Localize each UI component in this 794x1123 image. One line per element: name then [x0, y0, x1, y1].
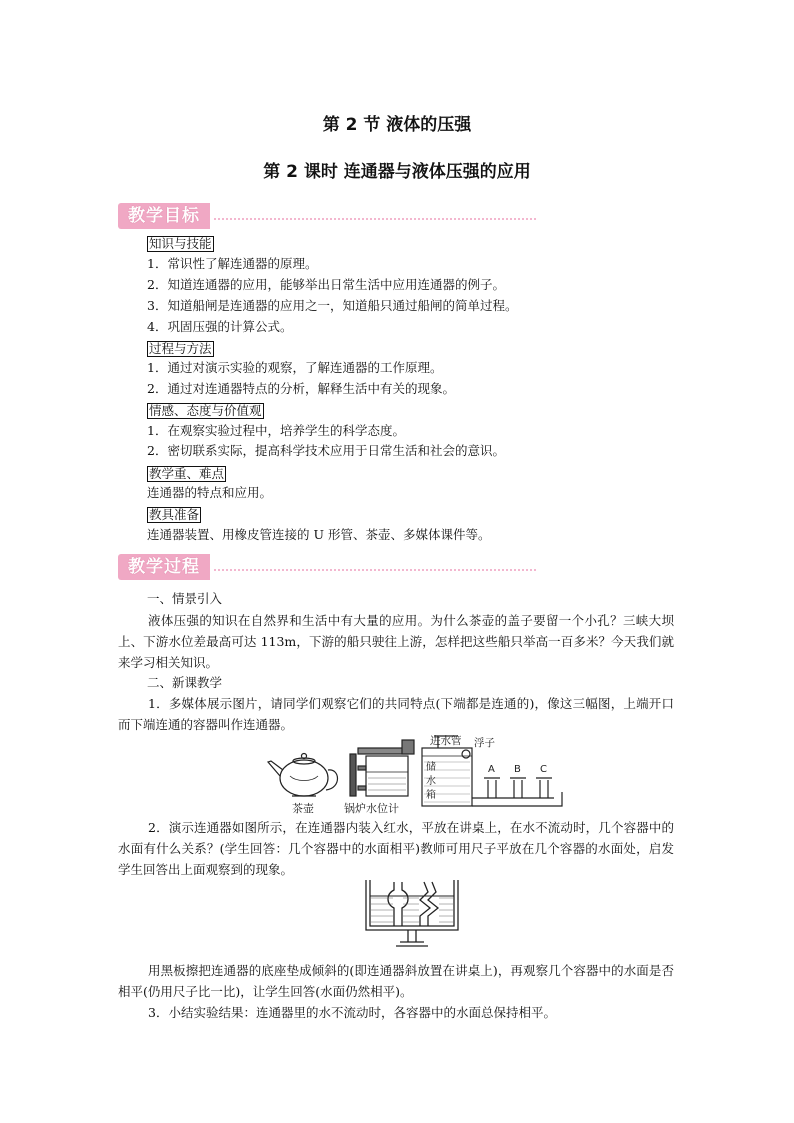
step3-paragraph: 3．小结实验结果：连通器里的水不流动时，各容器中的水面总保持相平。	[148, 1005, 556, 1020]
knowledge-item: 4．巩固压强的计算公式。	[147, 319, 293, 334]
objectives-banner-label: 教学目标	[118, 203, 210, 229]
boiler-gauge-illustration	[350, 740, 414, 796]
tools-text: 连通器装置、用橡皮管连接的 U 形管、茶壶、多媒体课件等。	[147, 527, 491, 542]
knowledge-item: 3．知道船闸是连通器的应用之一，知道船只通过船闸的简单过程。	[147, 298, 518, 313]
teapot-label: 茶壶	[292, 802, 314, 815]
process-method-heading: 过程与方法	[149, 341, 212, 356]
process-banner	[118, 554, 418, 580]
vessel-label-c: C	[540, 764, 547, 775]
tank-label-1: 储	[426, 762, 436, 773]
boiler-gauge-label: 锅炉水位计	[344, 802, 399, 815]
step2-paragraph: 2．演示连通器如图所示，在连通器内装入红水，平放在讲桌上，在水不流动时，几个容器中的水面有什么关系？(学生回答：几个容器中的水面相平)教师可用尺子平放在几个容器的水面处，启发学生回答出上面观察到的现象。	[118, 820, 674, 877]
process-banner-rule	[214, 569, 536, 571]
connected-vessels-examples-figure	[262, 732, 592, 818]
intro-paragraph: 液体压强的知识在自然界和生活中有大量的应用。为什么茶壶的盖子要留一个小孔？三峡大坝上、下游水位差最高可达 113m，下游的船只驶往上游，怎样把这些船只举高一百多米？今天我们就来学习相关知识。	[118, 613, 674, 670]
new-lesson-heading: 二、新课教学	[147, 675, 223, 690]
tank-label-3: 箱	[426, 790, 436, 801]
teapot-illustration	[268, 754, 338, 797]
step1-paragraph: 1．多媒体展示图片，请同学们观察它们的共同特点(下端都是连通的)，像这三幅图，上端开口而下端连通的容器叫作连通器。	[118, 696, 674, 732]
connected-vessel-demo-figure	[360, 878, 464, 954]
keypoints-heading: 教学重、难点	[149, 466, 225, 481]
attitude-item: 1．在观察实验过程中，培养学生的科学态度。	[147, 423, 405, 438]
inlet-pipe-label: 进水管	[430, 735, 462, 747]
knowledge-item: 1．常识性了解连通器的原理。	[147, 256, 318, 271]
knowledge-item: 2．知道连通器的应用，能够举出日常生活中应用连通器的例子。	[147, 277, 505, 292]
attitude-heading: 情感、态度与价值观	[149, 403, 262, 418]
lesson-title: 第 2 课时 连通器与液体压强的应用	[263, 162, 531, 182]
step2b-paragraph: 用黑板擦把连通器的底座垫成倾斜的(即连通器斜放置在讲桌上)，再观察几个容器中的水面是否相平(仍用尺子比一比)，让学生回答(水面仍然相平)。	[118, 963, 674, 999]
section-title: 第 2 节 液体的压强	[322, 115, 472, 135]
objectives-banner	[118, 203, 418, 229]
objectives-banner-rule	[214, 218, 536, 220]
knowledge-heading: 知识与技能	[149, 236, 212, 251]
process-banner-label: 教学过程	[118, 554, 210, 580]
vessel-label-a: A	[488, 764, 495, 775]
keypoints-text: 连通器的特点和应用。	[147, 485, 273, 500]
process-method-item: 1．通过对演示实验的观察，了解连通器的工作原理。	[147, 360, 443, 375]
float-label: 浮子	[474, 737, 495, 749]
process-method-item: 2．通过对连通器特点的分析，解释生活中有关的现象。	[147, 381, 455, 396]
attitude-item: 2．密切联系实际，提高科学技术应用于日常生活和社会的意识。	[147, 443, 505, 458]
intro-heading: 一、情景引入	[147, 591, 223, 606]
tank-label-2: 水	[426, 776, 436, 787]
vessel-label-b: B	[514, 764, 521, 775]
tools-heading: 教具准备	[149, 507, 200, 522]
